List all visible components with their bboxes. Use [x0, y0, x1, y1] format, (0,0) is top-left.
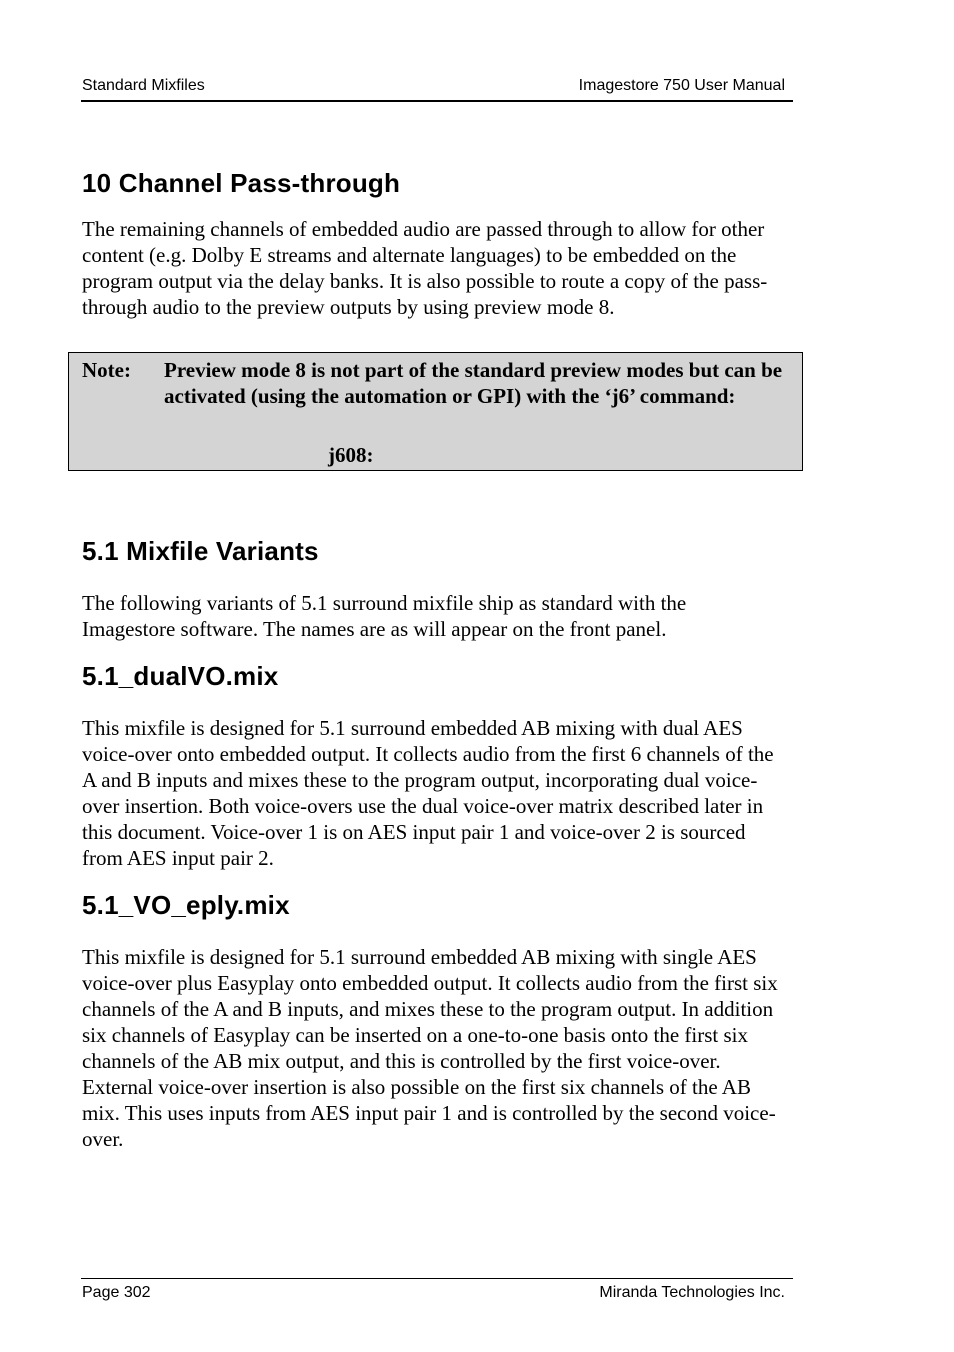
footer-company: Miranda Technologies Inc. — [599, 1284, 785, 1301]
paragraph-dualvo-mix: This mixfile is designed for 5.1 surround embedded AB mixing with dual AES voice-over onto embedded output. It collects audio from the first 6 channels of the A and B inputs and mixes these to the program output, incorporating dual voice-over insertion. Both voice-overs use the dual voice-over matrix described later in this document. Voice-over 1 is on AES input pair 1 and voice-over 2 is sourced from AES input pair 2. — [82, 716, 774, 870]
note-text: Preview mode 8 is not part of the standard preview modes but can be activated (using the automation or GPI) with the ‘j6’ command: — [164, 358, 783, 408]
heading-vo-eply-mix: 5.1_VO_eply.mix — [82, 890, 290, 920]
note-box — [68, 352, 803, 471]
heading-channel-passthrough: 10 Channel Pass-through — [82, 168, 401, 198]
note-command: j608: — [328, 443, 374, 467]
note-label: Note: — [82, 358, 131, 382]
page-footer — [81, 1278, 793, 1301]
footer-page-number: Page 302 — [82, 1284, 151, 1301]
paragraph-channel-passthrough: The remaining channels of embedded audio are passed through to allow for other content (e.g. Dolby E streams and alternate languages) to be embedded on the program output via the delay banks. It is also possible to route a copy of the pass-through audio to the preview outputs by using preview mode 8. — [82, 217, 768, 319]
header-section-name: Standard Mixfiles — [82, 77, 205, 94]
paragraph-vo-eply-mix: This mixfile is designed for 5.1 surround embedded AB mixing with single AES voice-over plus Easyplay onto embedded output. It collects audio from the first six channels of the A and B inputs, and mixes these to the program output. In addition six channels of Easyplay can be inserted on a one-to-one basis onto the first six channels of the AB mix output, and this is controlled by the first voice-over. External voice-over insertion is also possible on the first six channels of the AB mix. This uses inputs from AES input pair 1 and is controlled by the second voice-over. — [82, 945, 778, 1151]
heading-dualvo-mix: 5.1_dualVO.mix — [82, 661, 279, 691]
heading-mixfile-variants: 5.1 Mixfile Variants — [82, 536, 319, 566]
header-manual-title: Imagestore 750 User Manual — [578, 77, 785, 94]
page-header — [81, 76, 793, 102]
paragraph-mixfile-variants: The following variants of 5.1 surround mixfile ship as standard with the Imagestore software. The names are as will appear on the front panel. — [82, 591, 687, 641]
